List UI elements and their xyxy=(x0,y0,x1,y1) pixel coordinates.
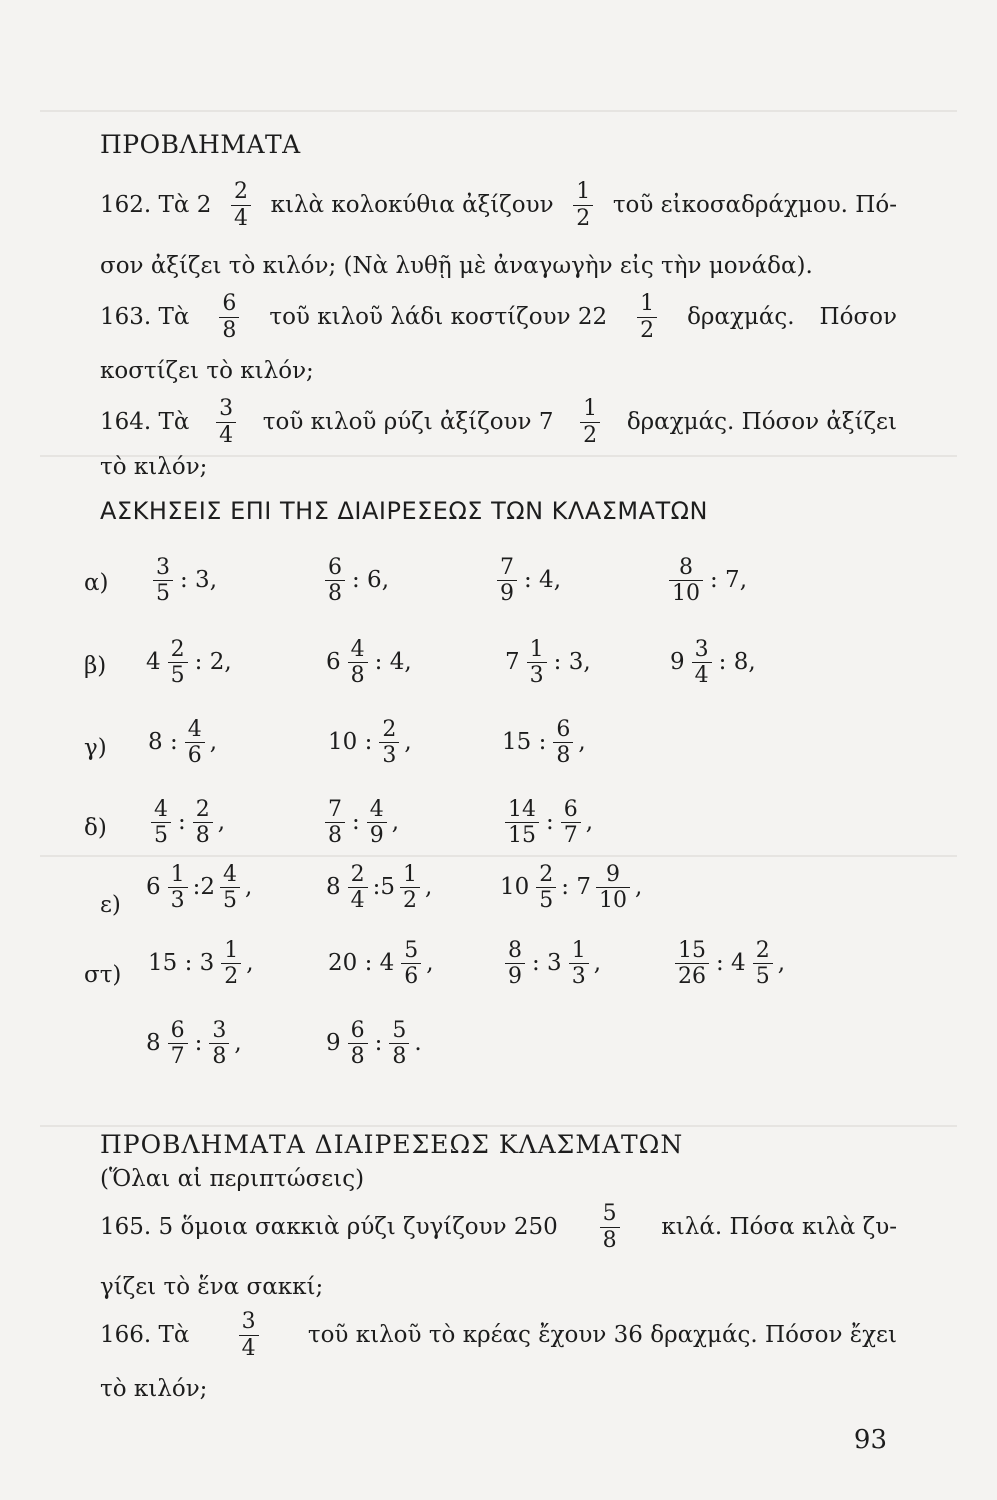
exercise-label: α) xyxy=(84,570,109,596)
page-number: 93 xyxy=(853,1425,887,1455)
problem-162-line2: σον ἀξίζει τὸ κιλόν; (Νὰ λυθῇ μὲ ἀναγωγὴν εἰς τὴν μονάδα). xyxy=(100,253,813,279)
exercise: 8 $\frac{6}{7}$ : $\frac{3}{8}$ , xyxy=(146,1018,242,1070)
exercise: 15 : $\frac{6}{8}$ , xyxy=(502,717,586,769)
fraction: $\frac{1}{2}$ xyxy=(573,179,593,231)
exercise: 9 $\frac{6}{8}$ : $\frac{5}{8}$ . xyxy=(326,1018,422,1070)
exercise: $\frac{8}{10}$ : 7, xyxy=(664,555,749,607)
heading-problems: ΠΡΟΒΛΗΜΑΤΑ xyxy=(100,130,301,159)
problem-164-line1: 164. Τὰ $\frac{3}{4}$ τοῦ κιλοῦ ρύζι ἀξίζουν 7 $\frac{1}{2}$ δραχμάς. Πόσον ἀξίζει xyxy=(100,396,897,448)
fraction: $\frac{1}{2}$ xyxy=(580,396,600,448)
problem-166-line2: τὸ κιλόν; xyxy=(100,1376,208,1402)
fraction: $\frac{2}{4}$ xyxy=(231,179,251,231)
problem-165-line1: 165. 5 ὅμοια σακκιὰ ρύζι ζυγίζουν 250 $\frac{5}{8}$ κιλά. Πόσα κιλὰ ζυ- xyxy=(100,1201,897,1253)
heading-division-problems: ΠΡΟΒΛΗΜΑΤΑ ΔΙΑΙΡΕΣΕΩΣ ΚΛΑΣΜΑΤΩΝ xyxy=(100,1130,684,1159)
exercise: 9 $\frac{3}{4}$ : 8, xyxy=(670,637,756,689)
problem-166-line1: 166. Τὰ $\frac{3}{4}$ τοῦ κιλοῦ τὸ κρέας ἔχουν 36 δραχμάς. Πόσον ἔχει xyxy=(100,1309,897,1361)
exercise: 8 $\frac{2}{4}$ :5 $\frac{1}{2}$ , xyxy=(326,862,433,914)
exercise: 6 $\frac{4}{8}$ : 4, xyxy=(326,637,412,689)
heading-exercises: ΑΣΚΗΣΕΙΣ ΕΠΙ ΤΗΣ ΔΙΑΙΡΕΣΕΩΣ ΤΩΝ ΚΛΑΣΜΑΤΩΝ xyxy=(100,497,708,525)
exercise: 10 : $\frac{2}{3}$ , xyxy=(328,717,412,769)
exercise: 15 : 3 $\frac{1}{2}$ , xyxy=(148,938,254,990)
exercise: 6 $\frac{1}{3}$ :2 $\frac{4}{5}$ , xyxy=(146,862,253,914)
exercise: $\frac{14}{15}$ : $\frac{6}{7}$ , xyxy=(500,797,593,849)
exercise-label: β) xyxy=(84,653,107,679)
exercise: 10 $\frac{2}{5}$ : 7 $\frac{9}{10}$ , xyxy=(500,862,643,914)
exercise: 4 $\frac{2}{5}$ : 2, xyxy=(146,637,232,689)
subheading: (Ὅλαι αἱ περιπτώσεις) xyxy=(100,1166,365,1192)
fraction: $\frac{3}{4}$ xyxy=(239,1309,259,1361)
exercise: $\frac{6}{8}$ : 6, xyxy=(320,555,391,607)
exercise: $\frac{8}{9}$ : 3 $\frac{1}{3}$ , xyxy=(500,938,601,990)
problem-162-line1: 162. Τὰ 2 $\frac{2}{4}$ κιλὰ κολοκύθια ἀξίζουν $\frac{1}{2}$ τοῦ εἰκοσαδράχμου. Πό- xyxy=(100,179,897,231)
fraction: $\frac{6}{8}$ xyxy=(219,291,239,343)
exercise: $\frac{3}{5}$ : 3, xyxy=(148,555,219,607)
exercise-label: ε) xyxy=(100,892,121,918)
fraction: $\frac{5}{8}$ xyxy=(600,1201,620,1253)
fraction: $\frac{3}{4}$ xyxy=(216,396,236,448)
exercise: $\frac{15}{26}$ : 4 $\frac{2}{5}$ , xyxy=(670,938,785,990)
exercise: $\frac{7}{9}$ : 4, xyxy=(492,555,563,607)
exercise-label: δ) xyxy=(84,815,107,841)
exercise-label: γ) xyxy=(84,735,107,761)
fraction: $\frac{1}{2}$ xyxy=(637,291,657,343)
problem-165-line2: γίζει τὸ ἕνα σακκί; xyxy=(100,1274,324,1300)
problem-163-line2: κοστίζει τὸ κιλόν; xyxy=(100,358,314,384)
problem-164-line2: τὸ κιλόν; xyxy=(100,454,208,480)
problem-163-line1: 163. Τὰ $\frac{6}{8}$ τοῦ κιλοῦ λάδι κοστίζουν 22 $\frac{1}{2}$ δραχμάς. Πόσον xyxy=(100,291,897,343)
exercise: 20 : 4 $\frac{5}{6}$ , xyxy=(328,938,434,990)
exercise: 7 $\frac{1}{3}$ : 3, xyxy=(505,637,591,689)
exercise: 8 : $\frac{4}{6}$ , xyxy=(148,717,218,769)
exercise: $\frac{7}{8}$ : $\frac{4}{9}$ , xyxy=(320,797,399,849)
exercise-label: στ) xyxy=(84,962,122,988)
exercise: $\frac{4}{5}$ : $\frac{2}{8}$ , xyxy=(146,797,225,849)
